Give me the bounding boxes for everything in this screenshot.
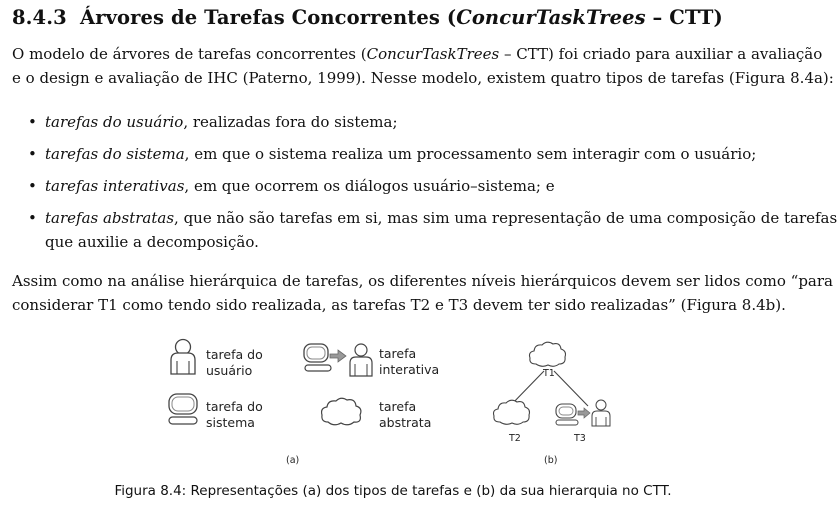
legend-system-task-line-1: tarefa do: [206, 399, 263, 414]
figure-8-4: [160, 338, 630, 478]
tree-node-t1: T1: [543, 368, 555, 379]
list-item: [28, 206, 837, 254]
legend-abstract-task-line-2: abstrata: [379, 415, 432, 430]
section-number: 8.4.3: [12, 6, 67, 29]
list-item-term: tarefas abstratas: [45, 209, 175, 227]
intro-line-2: e o design e avaliação de IHC (Paterno, 1999). Nesse modelo, existem quatro tipos de tarefas (Figura 8.4a):: [12, 69, 834, 87]
hierarchy-line-2: considerar T1 como tendo sido realizada, as tarefas T2 e T3 devem ter sido realizadas” (Figura 8.4b).: [12, 296, 786, 314]
tree-node-t3: T3: [574, 433, 586, 444]
cloud-icon: [530, 342, 566, 366]
arrow-icon: [330, 350, 346, 362]
task-type-list: [28, 110, 837, 262]
hierarchy-paragraph: [12, 269, 833, 317]
bullet-marker: •: [28, 209, 37, 227]
section-heading: [12, 6, 723, 29]
intro-paragraph: [12, 42, 834, 90]
list-item-text: , realizadas fora do sistema;: [183, 113, 398, 131]
list-item: [28, 142, 837, 166]
section-title-suffix: – CTT): [645, 6, 723, 29]
list-item-text: , em que o sistema realiza um processamento sem interagir com o usuário;: [184, 145, 757, 163]
list-item-text: , que não são tarefas em si, mas sim uma representação de uma composição de tarefas: [174, 209, 837, 227]
section-title-italic: ConcurTaskTrees: [456, 6, 646, 29]
panel-b-label: (b): [544, 455, 558, 466]
cloud-icon: [494, 400, 530, 424]
intro-line-1-b: – CTT) foi criado para auxiliar a avaliação: [499, 45, 823, 63]
legend-interactive-task-line-1: tarefa: [379, 346, 417, 361]
intro-line-1: [12, 42, 834, 66]
figure-caption: Figura 8.4: Representações (a) dos tipos de tarefas e (b) da sua hierarquia no CTT.: [114, 483, 672, 499]
bullet-marker: •: [28, 145, 37, 163]
bullet-marker: •: [28, 113, 37, 131]
legend-interactive-task-line-2: interativa: [379, 362, 440, 377]
computer-icon: [166, 392, 200, 428]
list-item: [28, 174, 837, 198]
legend-user-task: [206, 347, 263, 379]
section-title-prefix: Árvores de Tarefas Concorrentes (: [80, 6, 457, 29]
intro-line-1-a: O modelo de árvores de tarefas concorrentes (: [12, 45, 367, 63]
computer-icon: [304, 344, 331, 371]
legend-user-task-line-1: tarefa do: [206, 347, 263, 362]
tree-edge-right: [554, 371, 588, 406]
panel-a-label: (a): [286, 455, 300, 466]
list-item-text-continued: que auxilie a decomposição.: [45, 233, 259, 251]
arrow-icon: [578, 408, 590, 418]
list-item-text: , em que ocorrem os diálogos usuário–sistema; e: [184, 177, 555, 195]
interactive-task-icon: [556, 400, 610, 426]
legend-system-task: [206, 399, 263, 431]
legend-system-task-line-2: sistema: [206, 415, 255, 430]
list-item-term: tarefas do sistema: [45, 145, 185, 163]
legend-abstract-task: [379, 399, 431, 431]
cloud-icon: [318, 396, 364, 428]
list-item: [28, 110, 837, 134]
list-item-term: tarefas do usuário: [45, 113, 184, 131]
legend-abstract-task-line-1: tarefa: [379, 399, 417, 414]
list-item-term: tarefas interativas: [45, 177, 185, 195]
hierarchy-line-1: Assim como na análise hierárquica de tarefas, os diferentes níveis hierárquicos devem ser lidos como “para: [12, 272, 833, 290]
user-icon: [168, 338, 198, 378]
interactive-task-icon: [302, 342, 376, 378]
intro-line-1-italic: ConcurTaskTrees: [366, 45, 500, 63]
legend-user-task-line-2: usuário: [206, 363, 253, 378]
legend-interactive-task: [379, 346, 439, 378]
tree-node-t2: T2: [509, 433, 521, 444]
user-icon: [350, 344, 372, 376]
bullet-marker: •: [28, 177, 37, 195]
